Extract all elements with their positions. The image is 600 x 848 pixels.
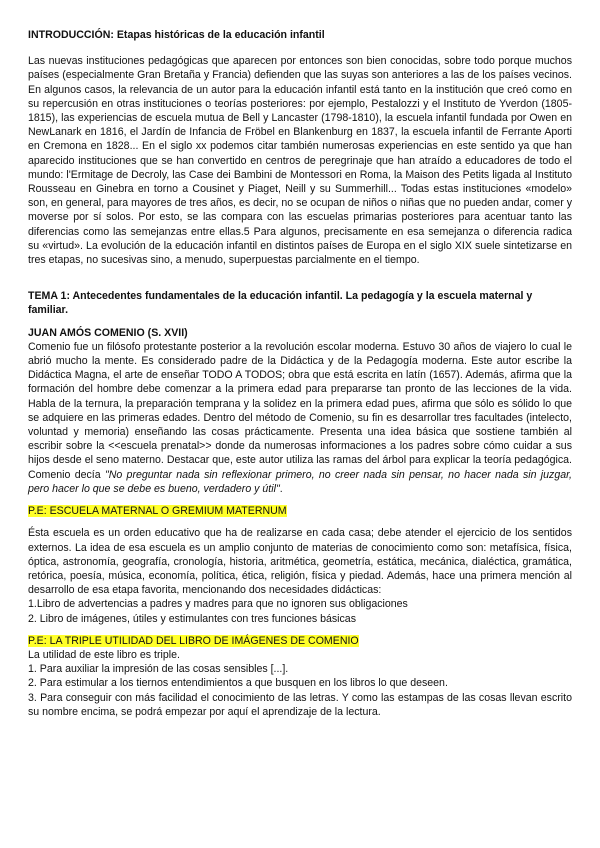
comenio-paragraph <box>28 340 572 496</box>
escuela-paragraph: Ésta escuela es un orden educativo que ha de realizarse en cada casa; debe atender el ejercicio de los sentidos externos. La idea de esa escuela es un amplio conjunto de materias de conocimiento como son: metafísica, física, óptica, astronomía, geografía, cronología, historia, aritmética, geometría, estática, mecánica, dialéctica, gramática, retórica, poesía, música, economía, política, ética, religión, física y piedad. Además, hace una primera mención al desarrollo de esa etapa favorita, mencionando dos necesidades didácticas: <box>28 527 572 597</box>
utilidad-intro: La utilidad de este libro es triple. <box>28 648 180 661</box>
escuela-maternal-highlight: P.E: ESCUELA MATERNAL O GREMIUM MATERNUM <box>28 505 287 518</box>
escuela-list-item: 2. Libro de imágenes, útiles y estimulantes con tres funciones básicas <box>28 612 356 625</box>
comenio-quote: "No preguntar nada sin reflexionar primero, no creer nada sin pensar, no hacer nada sin juzgar, pero hacer lo que se debe es bueno, verdadero y útil" <box>28 468 573 495</box>
escuela-list-item: 1.Libro de advertencias a padres y madres para que no ignoren sus obligaciones <box>28 598 408 611</box>
document-page <box>28 28 572 719</box>
utilidad-highlight: P.E: LA TRIPLE UTILIDAD DEL LIBRO DE IMÁGENES DE COMENIO <box>28 634 359 647</box>
utilidad-list-item: 2. Para estimular a los tiernos entendimientos a que busquen en los libros lo que deseen. <box>28 677 448 690</box>
utilidad-list-item-last: 3. Para conseguir con más facilidad el conocimiento de las letras. Y como las estampas de las cosas llevan escrito su nombre encima, se podrá empezar por aquí el aprendizaje de la lectura. <box>28 691 572 718</box>
comenio-quote-end: . <box>279 482 283 495</box>
comenio-title: JUAN AMÓS COMENIO (S. XVII) <box>28 326 188 339</box>
comenio-text: Comenio fue un filósofo protestante posterior a la revolución escolar moderna. Estuvo 30 años de viajero lo cual le abrió mucho la mente. Es considerado padre de la Didáctica y de la Pedagogía moderna. Este autor escribe la Didáctica Magna, el arte de enseñar TODO A TODOS; obra que está escrita en latín (1657). Además, afirma que la formación del hombre debe comenzar a la primera edad para prepararse tan pronto de las lecciones de la vida. Habla de la ternura, la preparación temprana y la solidez en la primera edad pues, afirma que sólo es sólido lo que se adquiere en las primeras edades. Dentro del método de Comenio, su fin es desarrollar tres facultades (intelecto, voluntad y memoria) enseñando las cosas prácticamente. Presenta una idea básica que sostiene también al escribir sobre la <<escuela prenatal>> donde da numerosas informaciones a los padres sobre cómo cuidar a sus hijos desde el seno materno. Destacar que, este autor utiliza las ramas del árbol para explicar la teoría pedagógica. Comenio decía <box>28 340 572 481</box>
intro-paragraph: Las nuevas instituciones pedagógicas que aparecen por entonces son bien conocidas, sobre todo porque muchos países (especialmente Gran Bretaña y Francia) defienden que las suyas son anteriores a las de los países vecinos. En algunos casos, la relevancia de un autor para la educación infantil está tanto en la institución que creó como en su repercusión en otras instituciones o teorías posteriores: por ejemplo, Pestalozzi y el Instituto de Yverdon (1805-1815), las experiencias de escuela mutua de Bell y Lancaster (1798-1810), la escuela infantil fundada por Owen en NewLanark en 1816, el Jardín de Infancia de Fröbel en Blankenburg en 1837, la escuela infantil de Ferrante Aporti en Cremona en 1828... En el siglo xx podemos citar también numerosas experiencias en este sentido ya que han aparecido instituciones que se han convertido en centros de peregrinaje que han atraído a educadores de todo el mundo: l'Ermitage de Decroly, las Case dei Bambini de Montessori en Roma, la Maison des Petits ligada al Instituto Rousseau en Ginebra en torno a Cousinet y Piaget, Neill y su Summerhill... Todas estas instituciones «modelo» son, en general, para mayores de tres años, es decir, no se ocupan de niños o niñas que no pueden andar, comer y moverse por sí solos. Por esto, se las compara con las escuelas primarias posteriores para acentuar tanto las diferencias como las semejanzas entre ellas.5 Para algunos, precisamente en esa semejanza o diferencia radica su «virtud». La evolución de la educación infantil en distintos países de Europa en el siglo XIX suele sintetizarse en tres etapas, no sucesivas sino, a menudo, superpuestas parcialmente en el tiempo. <box>28 55 572 267</box>
utilidad-list-item: 1. Para auxiliar la impresión de las cosas sensibles [...]. <box>28 663 289 676</box>
intro-title: INTRODUCCIÓN: Etapas históricas de la educación infantil <box>28 29 325 41</box>
tema-title: TEMA 1: Antecedentes fundamentales de la educación infantil. La pedagogía y la escuela maternal y familiar. <box>28 290 533 317</box>
